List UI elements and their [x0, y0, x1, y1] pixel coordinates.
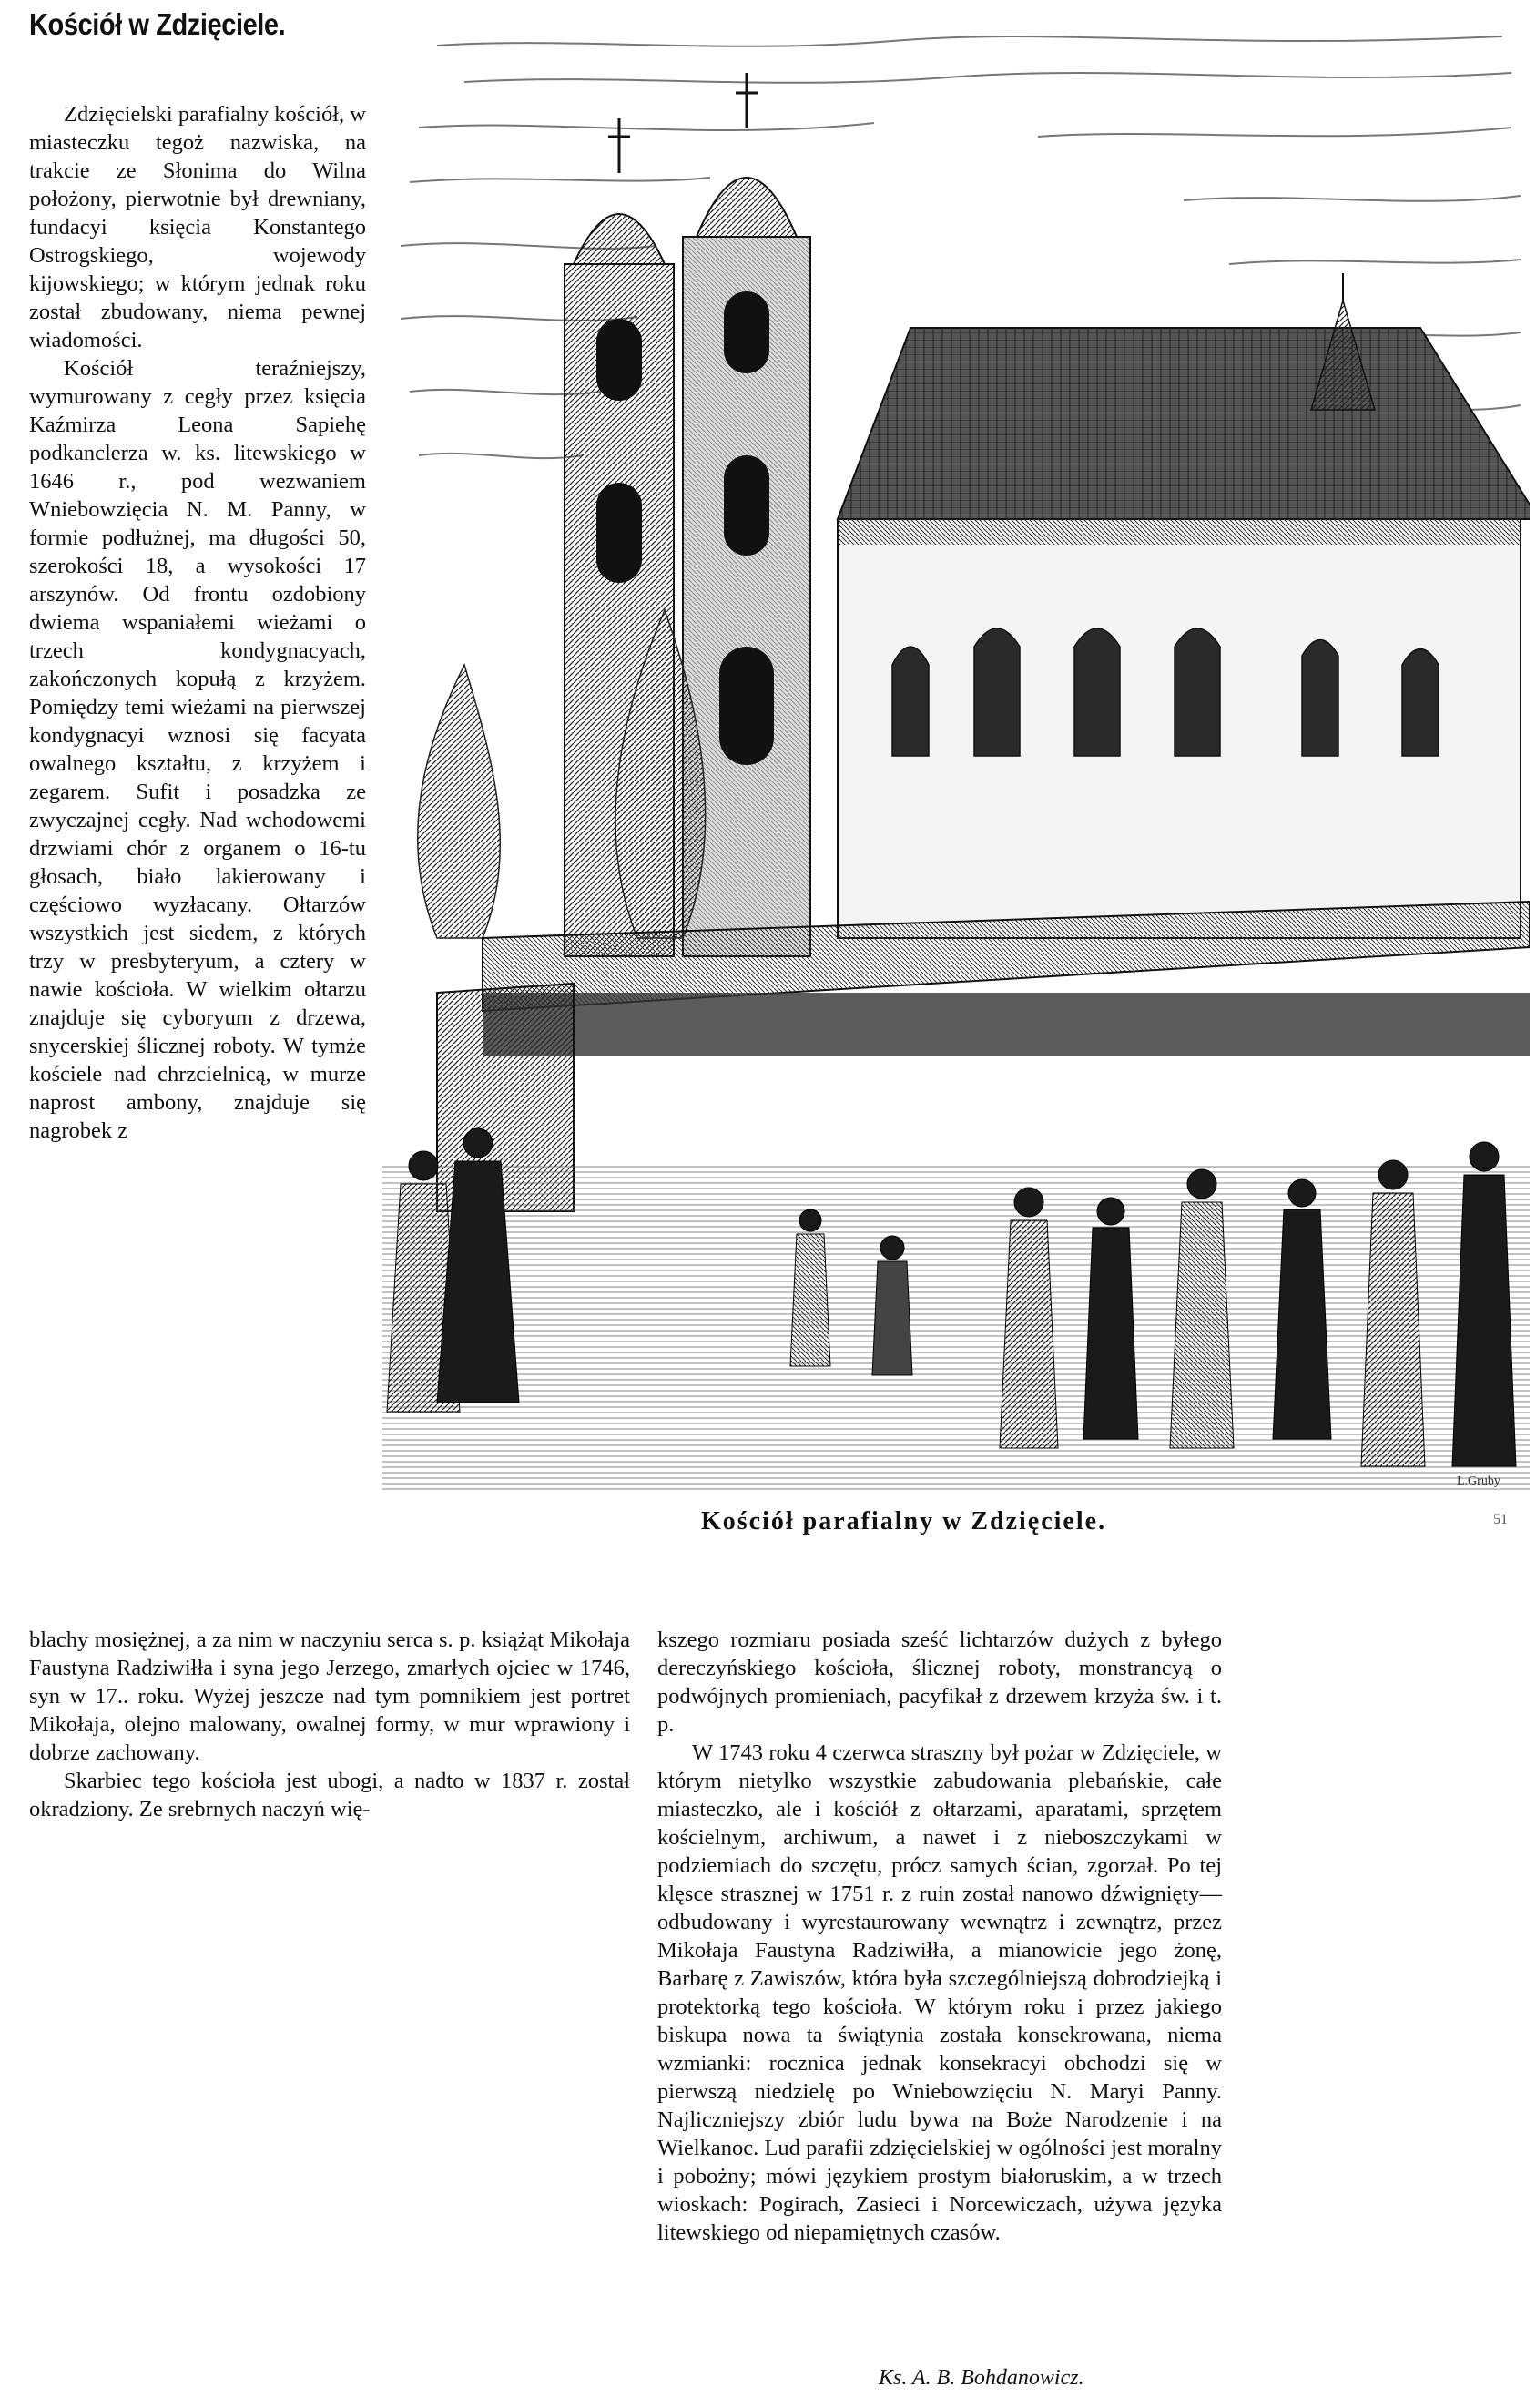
paragraph: Kościół teraźniejszy, wymurowany z cegły przez księcia Kaźmirza Leona Sapiehę podkanclerza w. ks. litewskiego w 1646 r., pod wezwaniem Wniebowzięcia N. M. Panny, w formie podłużnej, ma długości 50, szerokości 18, a wysokości 17 arszynów. Od frontu ozdobiony dwiema wspaniałemi wieżami o trzech kondygnacyach, zakończonych kopułą z krzyżem. Pomiędzy temi wieżami na pierwszej kondygnacyi wznosi się facyata owalnego kształtu, z krzyżem i zegarem. Sufit i posadzka ze zwyczajnej cegły. Nad wchodowemi drzwiami chór z organem o 16-tu głosach, biało lakierowany i częściowo wyzłacany. Ołtarzów wszystkich jest siedem, z których trzy w presbyteryum, a cztery w nawie kościoła. W wielkim ołtarzu znajduje się cyboryum z drzewa, snycerskiej ślicznej roboty. W tymże kościele nad chrzcielnicą, w murze naprost ambony, znajduje się nagrobek z: [29, 356, 366, 1143]
paragraph: Skarbiec tego kościoła jest ubogi, a nadto w 1837 r. został okradziony. Ze srebrnych naczyń wię-: [29, 1769, 630, 1821]
bottom-left-column-text: [29, 1626, 630, 1823]
market-stalls: [437, 902, 1530, 1211]
paragraph: W 1743 roku 4 czerwca straszny był pożar w Zdzięciele, w którym nietylko wszystkie zabudowania plebańskie, całe miasteczko, ale i kościół z ołtarzami, aparatami, sprzętem kościelnym, archiwum, a nawet i z nieboszczykami w podziemiach do szczętu, prócz samych ścian, zgorzał. Po tej klęsce strasznej w 1751 r. z ruin został nanowo dźwignięty— odbudowany i wyrestaurowany wewnątrz i zewnątrz, przez Mikołaja Faustyna Radziwiłła, a mianowicie jego żonę, Barbarę z Zawiszów, która była szczególniejszą dobrodziejką i protektorką tego kościoła. W którym roku i przez jakiego biskupa nowa ta świątynia została konsekrowana, niema wzmianki: rocznica jednak konsekracyi obchodzi się w pierwszą niedzielę po Wniebowzięciu N. Maryi Panny. Najliczniejszy zbiór ludu bywa na Boże Narodzenie i na Wielkanoc. Lud parafii zdzięcielskiej w ogólności jest moralny i pobożny; mówi językiem prostym białoruskim, a w trzech wioskach: Pogirach, Zasieci i Norcewiczach, używa języka litewskiego od niepamiętnych czasów.: [657, 1740, 1222, 2245]
church-engraving: [382, 27, 1530, 1494]
page-mark: 51: [1493, 1512, 1508, 1527]
left-column-text: [29, 100, 366, 1145]
right-column-text: [657, 1626, 1222, 2247]
church-building: [838, 273, 1530, 938]
engraver-mark: L.Gruby: [1457, 1474, 1500, 1488]
paragraph: blachy mosiężnej, a za nim w naczyniu serca s. p. książąt Mikołaja Faustyna Radziwiłła i syna jego Jerzego, zmarłych ojciec w 1746, syn w 17.. roku. Wyżej jeszcze nad tym pomnikiem jest portret Mikołaja, olejno malowany, owalnej formy, w mur wprawiony i dobrze zachowany.: [29, 1627, 630, 1765]
paragraph: kszego rozmiaru posiada sześć lichtarzów dużych z byłego dereczyńskiego kościoła, ślicznej roboty, monstrancyą o podwójnych promieniach, pacyfikał z drzewem krzyża św. i t. p.: [657, 1627, 1222, 1737]
author-signature: Ks. A. B. Bohdanowicz.: [879, 2366, 1084, 2390]
trees: [418, 610, 706, 938]
paragraph: Zdzięcielski parafialny kościół, w miasteczku tegoż nazwiska, na trakcie ze Słonima do Wilna położony, pierwotnie był drewniany, fundacyi księcia Konstantego Ostrogskiego, wojewody kijowskiego; w którym jednak roku został zbudowany, niema pewnej wiadomości.: [29, 102, 366, 352]
ground: [382, 1166, 1530, 1494]
illustration-caption: Kościół parafialny w Zdzięciele.: [701, 1507, 1107, 1536]
article-title: Kościół w Zdzięciele.: [29, 7, 286, 41]
